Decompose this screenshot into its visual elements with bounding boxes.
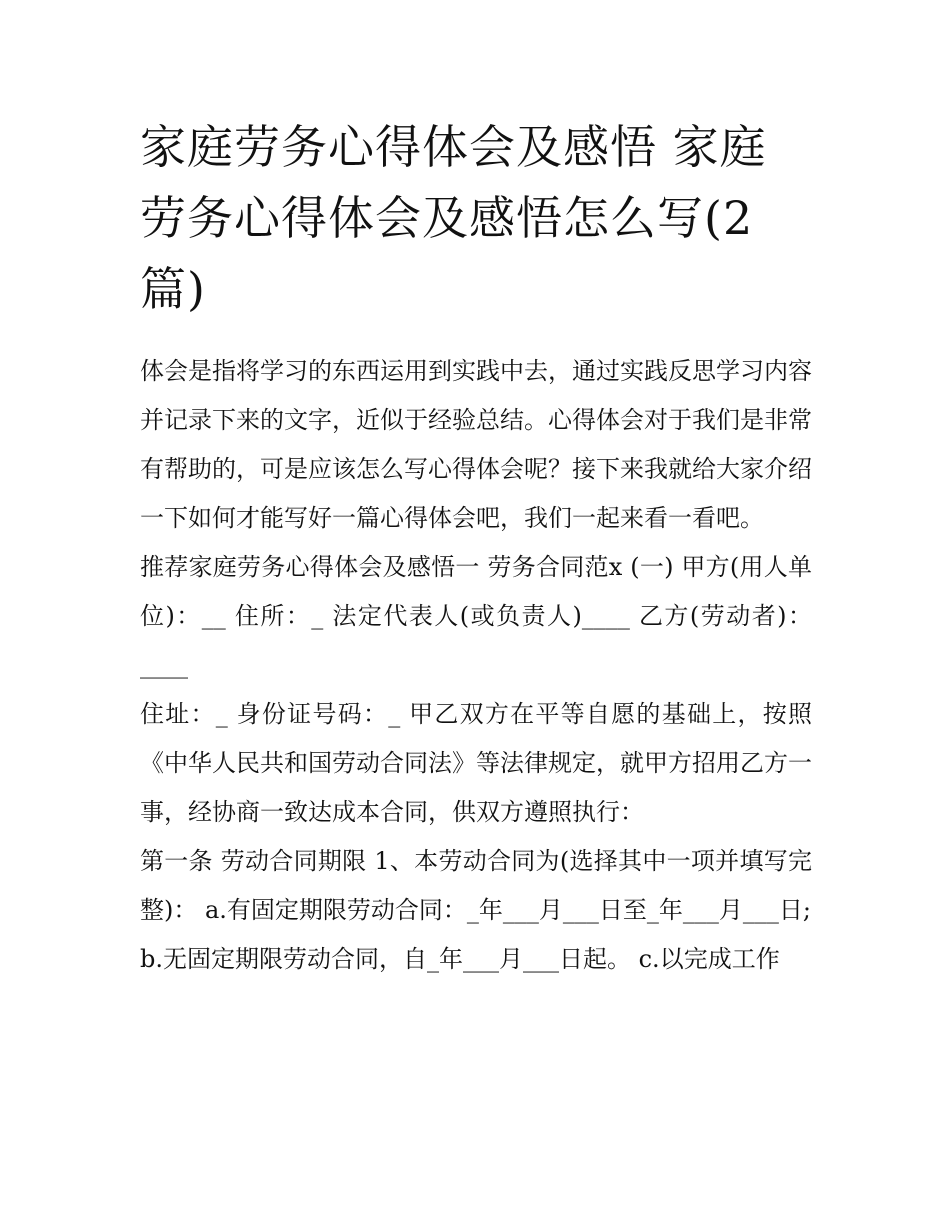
address-paragraph: 住址：_ 身份证号码：_ 甲乙双方在平等自愿的基础上，按照《中华人民共和国劳动合同法》等法律规定，就甲方招用乙方一事，经协商一致达成本合同，供双方遵照执行：	[140, 700, 812, 826]
intro-paragraph: 体会是指将学习的东西运用到实践中去，通过实践反思学习内容并记录下来的文字，近似于经验总结。心得体会对于我们是非常有帮助的，可是应该怎么写心得体会呢？接下来我就给大家介绍一下如何才能写好一篇心得体会吧，我们一起来看一看吧。	[140, 357, 812, 532]
term-options-paragraph: b.无固定期限劳动合同，自_年___月___日起。 c.以完成工作	[140, 945, 780, 973]
document-title: 家庭劳务心得体会及感悟 家庭劳务心得体会及感悟怎么写(2篇)	[140, 120, 767, 316]
document-page	[140, 112, 812, 984]
article-one-paragraph: 第一条 劳动合同期限 1、本劳动合同为(选择其中一项并填写完整)： a.有固定期限劳动合同：_年___月___日至_年___月___日;	[140, 847, 812, 924]
contract-header-paragraph: 推荐家庭劳务心得体会及感悟一 劳务合同范x (一) 甲方(用人单位)：__ 住所：_ 法定代表人(或负责人)____ 乙方(劳动者)：____	[140, 553, 812, 679]
